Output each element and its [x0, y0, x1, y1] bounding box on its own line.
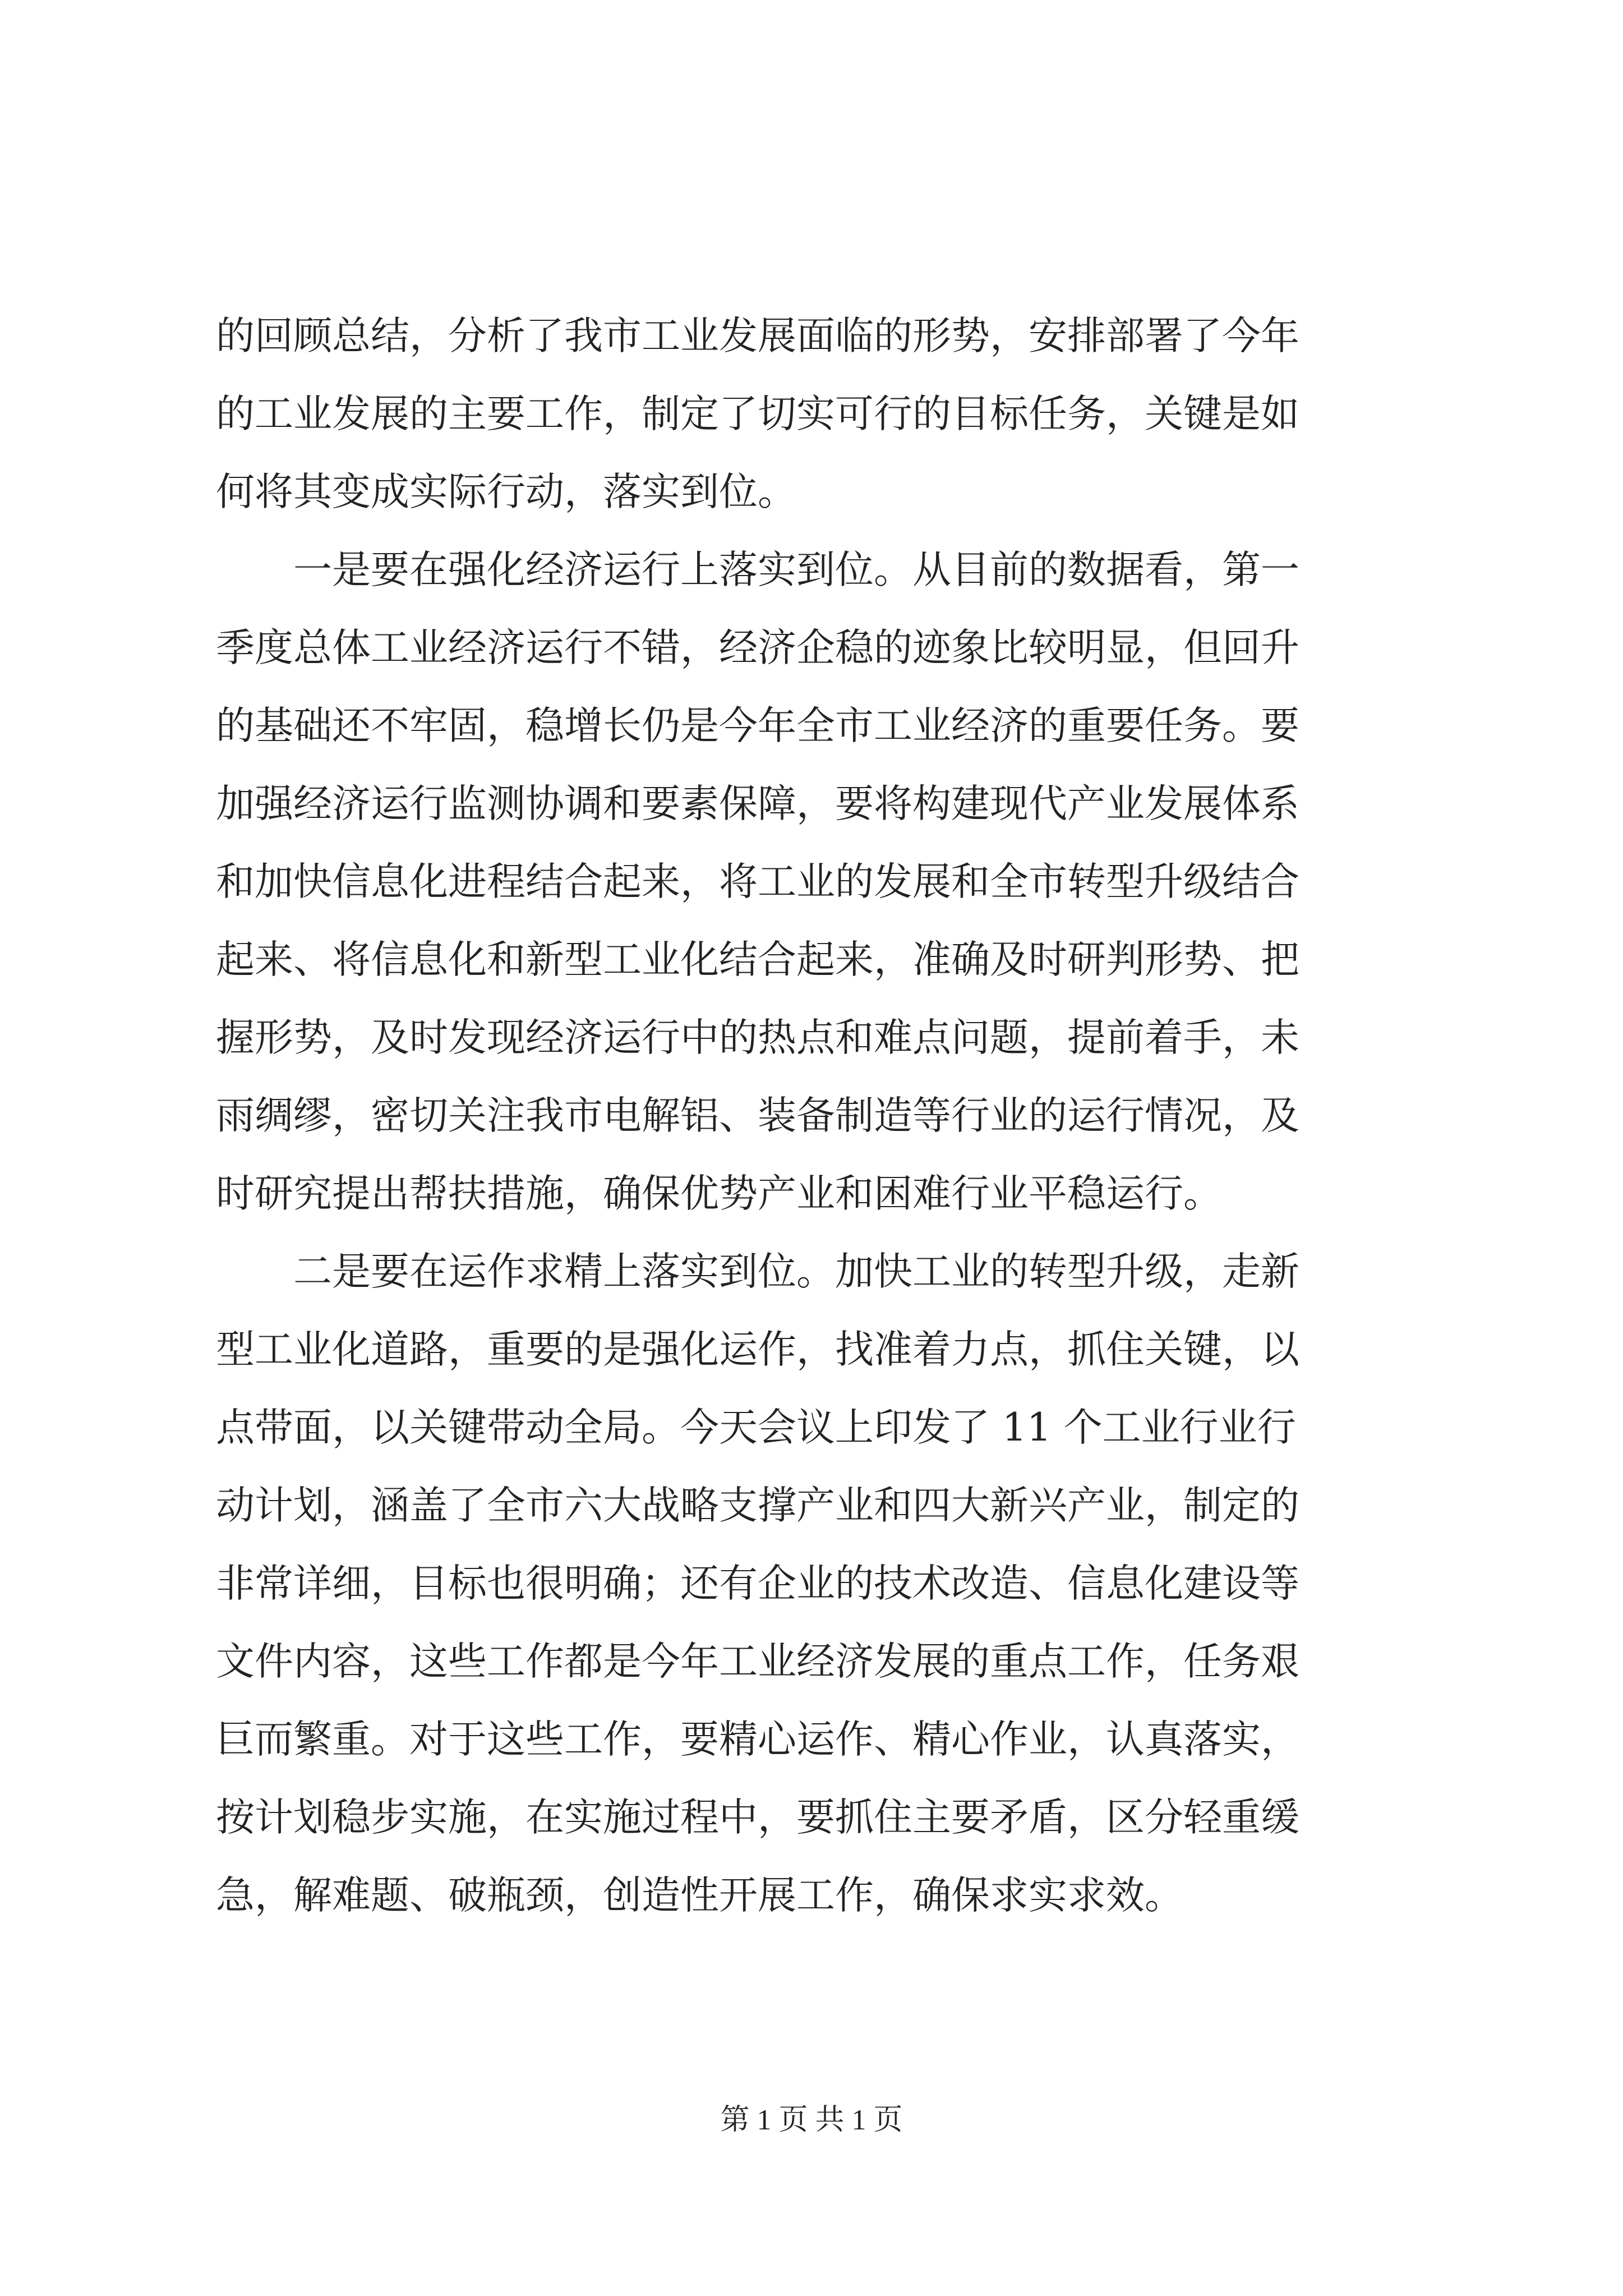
body-text: [216, 297, 1408, 1935]
text-line-4: 一是要在强化经济运行上落实到位。从目前的数据看，第一: [216, 547, 1299, 592]
text-line-7: 加强经济运行监测协调和要素保障，要将构建现代产业发展体系: [216, 781, 1299, 826]
text-line-16: 动计划，涵盖了全市六大战略支撑产业和四大新兴产业，制定的: [216, 1483, 1299, 1528]
text-line-5: 季度总体工业经济运行不错，经济企稳的迹象比较明显，但回升: [216, 625, 1299, 670]
text-line-3: 何将其变成实际行动，落实到位。: [216, 470, 796, 514]
text-line-18: 文件内容，这些工作都是今年工业经济发展的重点工作，任务艰: [216, 1639, 1299, 1684]
page-number-label: 第 1 页 共 1 页: [720, 2104, 903, 2136]
text-line-15: 点带面，以关键带动全局。今天会议上印发了 11 个工业行业行: [216, 1405, 1296, 1450]
text-line-6: 的基础还不牢固，稳增长仍是今年全市工业经济的重要任务。要: [216, 703, 1299, 748]
text-line-11: 雨绸缪，密切关注我市电解铝、装备制造等行业的运行情况，及: [216, 1093, 1299, 1138]
text-line-20: 按计划稳步实施，在实施过程中，要抓住主要矛盾，区分轻重缓: [216, 1795, 1299, 1840]
text-line-21: 急，解难题、破瓶颈，创造性开展工作，确保求实求效。: [216, 1873, 1183, 1918]
text-line-19: 巨而繁重。对于这些工作，要精心运作、精心作业，认真落实，: [216, 1717, 1299, 1762]
text-line-1: 的回顾总结，分析了我市工业发展面临的形势，安排部署了今年: [216, 314, 1299, 358]
text-line-13: 二是要在运作求精上落实到位。加快工业的转型升级，走新: [216, 1249, 1299, 1294]
text-line-14: 型工业化道路，重要的是强化运作，找准着力点，抓住关键，以: [216, 1327, 1299, 1372]
page-footer: [0, 2101, 1623, 2140]
text-line-10: 握形势，及时发现经济运行中的热点和难点问题，提前着手，未: [216, 1015, 1299, 1060]
text-line-17: 非常详细，目标也很明确；还有企业的技术改造、信息化建设等: [216, 1561, 1299, 1606]
text-line-12: 时研究提出帮扶措施，确保优势产业和困难行业平稳运行。: [216, 1171, 1222, 1216]
text-line-2: 的工业发展的主要工作，制定了切实可行的目标任务，关键是如: [216, 392, 1299, 436]
text-line-8: 和加快信息化进程结合起来，将工业的发展和全市转型升级结合: [216, 859, 1299, 904]
text-line-9: 起来、将信息化和新型工业化结合起来，准确及时研判形势、把: [216, 937, 1299, 982]
